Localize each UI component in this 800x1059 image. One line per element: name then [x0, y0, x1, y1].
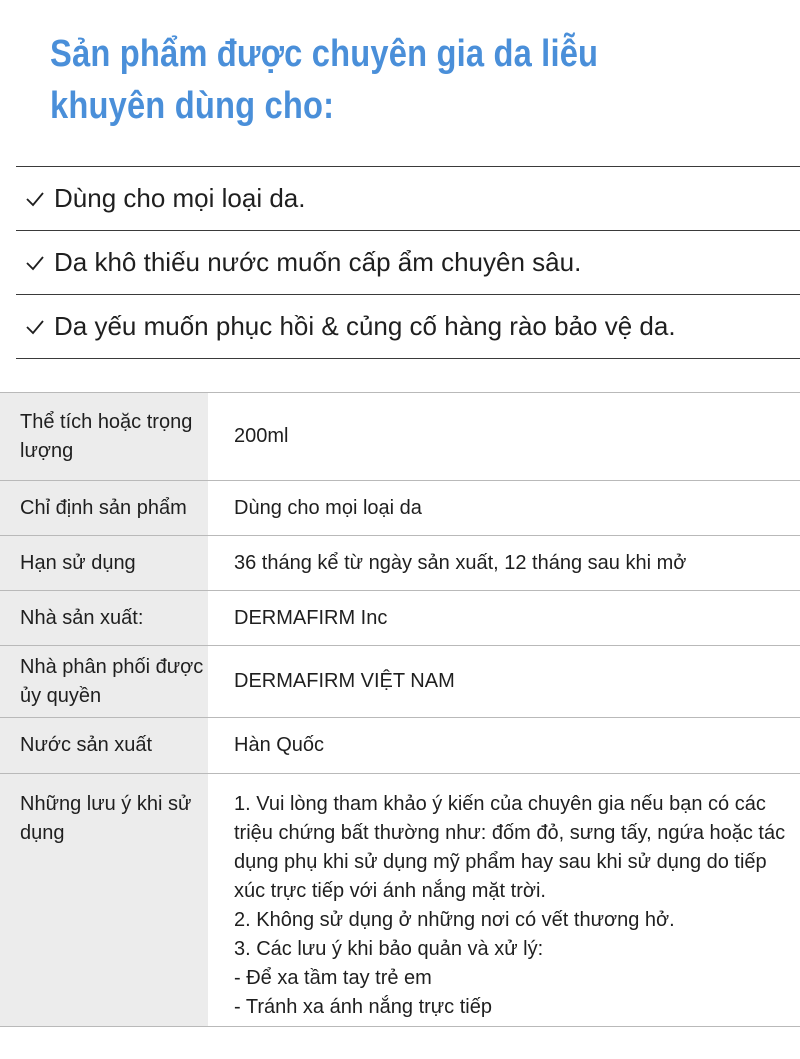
spec-label: Những lưu ý khi sử dụng: [0, 774, 208, 1027]
page-title: Sản phẩm được chuyên gia da liễu khuyên dùng cho:: [50, 33, 599, 127]
recommendation-item: [16, 167, 800, 231]
spec-label: Nhà sản xuất:: [0, 591, 208, 646]
spec-label: Nước sản xuất: [0, 718, 208, 774]
spec-value: DERMAFIRM Inc: [234, 606, 388, 629]
spec-row-indication: [0, 481, 800, 536]
spec-value: DERMAFIRM VIỆT NAM: [234, 670, 455, 692]
spec-label: Nhà phân phối được ủy quyền: [0, 646, 208, 718]
check-icon: [24, 316, 46, 338]
check-icon: [24, 188, 46, 210]
spec-value: Dùng cho mọi loại da: [234, 496, 422, 519]
recommendation-text: Da khô thiếu nước muốn cấp ẩm chuyên sâu.: [54, 247, 582, 277]
spec-row-notes: [0, 774, 800, 1027]
spec-row-manufacturer: [0, 591, 800, 646]
note-line: - Để xa tầm tay trẻ em: [234, 967, 432, 989]
spec-value: 200ml: [234, 425, 289, 447]
note-line: - Tránh xa ánh nắng trực tiếp: [234, 996, 492, 1018]
recommendation-text: Dùng cho mọi loại da.: [54, 183, 306, 213]
recommendation-item: [16, 231, 800, 295]
spec-label: Thể tích hoặc trọng lượng: [0, 393, 208, 481]
spec-row-country: [0, 718, 800, 774]
spec-row-volume: [0, 393, 800, 481]
spec-table: [0, 392, 800, 1027]
spec-label: Chỉ định sản phẩm: [0, 481, 208, 536]
note-line: 2. Không sử dụng ở những nơi có vết thương hở.: [234, 909, 675, 931]
spec-label: Hạn sử dụng: [0, 536, 208, 591]
note-line: 3. Các lưu ý khi bảo quản và xử lý:: [234, 938, 544, 960]
check-icon: [24, 252, 46, 274]
spec-notes-list: [208, 774, 800, 1027]
spec-row-distributor: [0, 646, 800, 718]
recommendation-list: [16, 166, 800, 359]
recommendation-item: [16, 295, 800, 359]
recommendation-text: Da yếu muốn phục hồi & củng cố hàng rào bảo vệ da.: [54, 311, 676, 341]
spec-row-expiry: [0, 536, 800, 591]
note-line: 1. Vui lòng tham khảo ý kiến của chuyên gia nếu bạn có các triệu chứng bất thường như: đốm đỏ, sưng tấy, ngứa hoặc tác dụng phụ khi sử dụng mỹ phẩm hay sau khi sử dụng do tiếp xúc trực tiếp với ánh nắng mặt trời.: [234, 793, 786, 902]
spec-value: Hàn Quốc: [234, 734, 325, 756]
spec-value: 36 tháng kể từ ngày sản xuất, 12 tháng sau khi mở: [234, 551, 687, 574]
